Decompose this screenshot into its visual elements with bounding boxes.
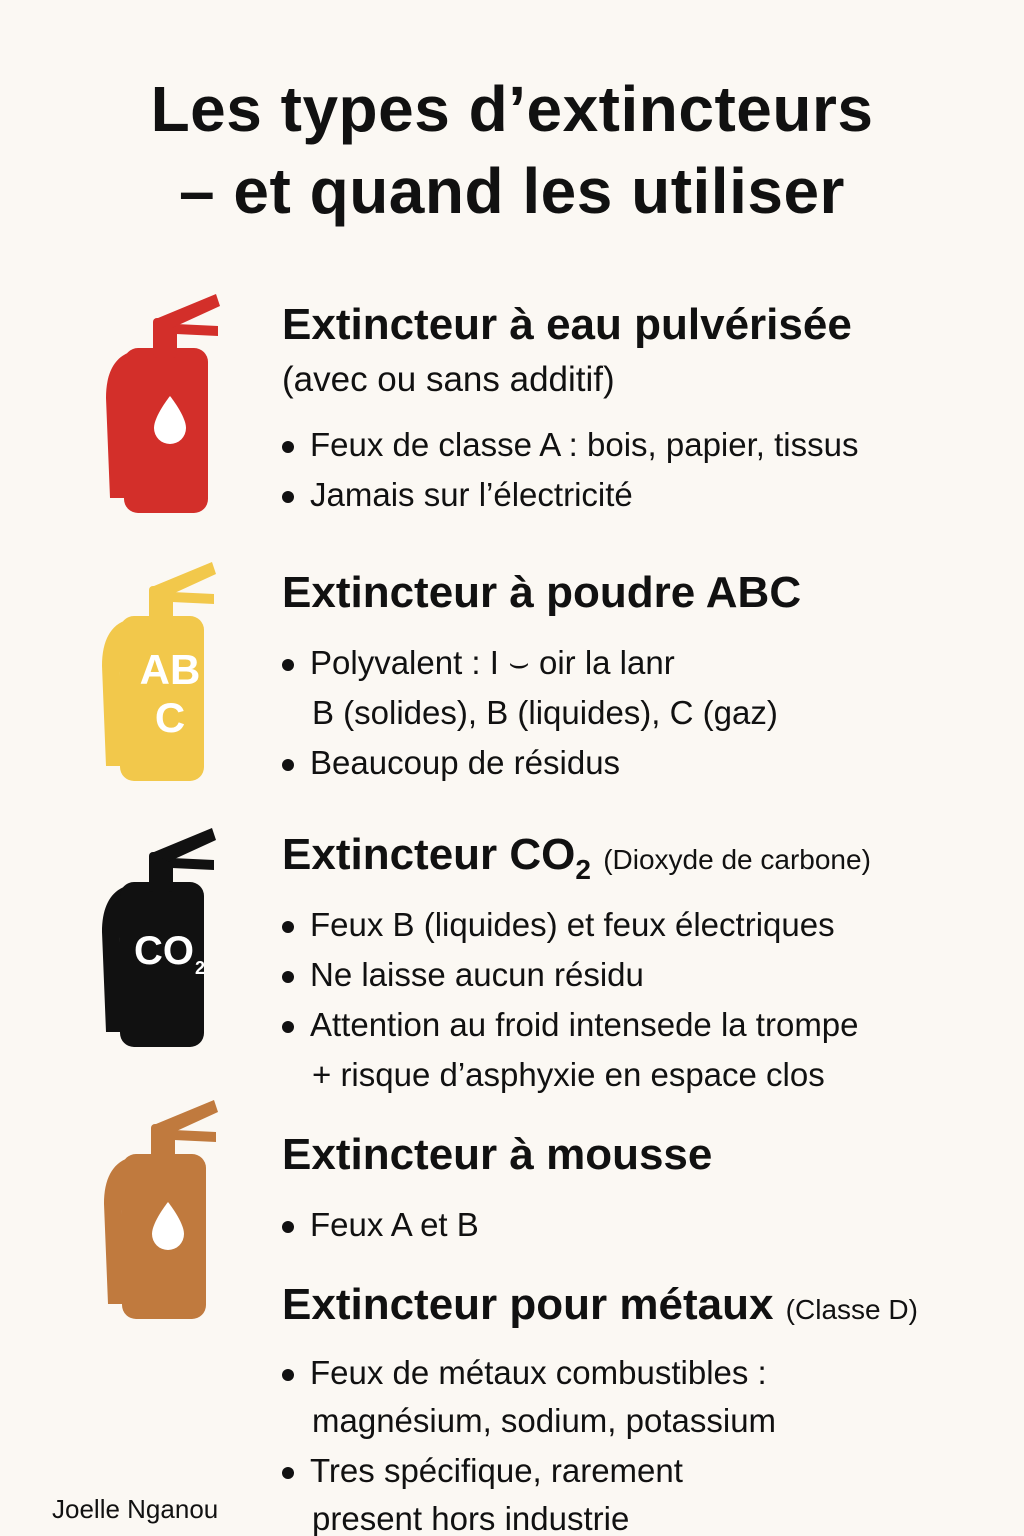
section-subheading-water: (avec ou sans additif) — [282, 360, 615, 399]
bullet: Feux A et B — [282, 1206, 479, 1244]
bullet-continuation: present hors industrie — [312, 1500, 630, 1536]
foam-extinguisher-icon — [96, 1094, 226, 1324]
abc-powder-extinguisher-icon — [94, 556, 224, 786]
bullet: Polyvalent : I ⌣ oir la lanr — [282, 644, 675, 683]
bullet: Feux B (liquides) et feux électriques — [282, 906, 835, 944]
author-credit: Joelle Nganou — [52, 1494, 219, 1524]
section-heading-powder: Extincteur à poudre ABC — [282, 568, 802, 617]
co2-extinguisher-icon — [94, 822, 224, 1052]
bullet: Feux de classe A : bois, papier, tissus — [282, 426, 858, 464]
water-extinguisher-icon — [98, 288, 228, 518]
bullet-continuation: + risque d’asphyxie en espace clos — [312, 1056, 825, 1093]
bullet: Feux de métaux combustibles : — [282, 1354, 767, 1392]
bullet: Beaucoup de résidus — [282, 744, 620, 782]
svg-text:AB: AB — [139, 646, 201, 693]
section-heading-metals: Extincteur pour métaux (Classe D) — [282, 1280, 918, 1329]
svg-text:CO: CO — [134, 929, 194, 973]
section-heading-foam: Extincteur à mousse — [282, 1130, 713, 1179]
bullet: Attention au froid intensede la trompe — [282, 1006, 859, 1044]
bullet: Jamais sur l’électricité — [282, 476, 633, 514]
svg-text:2: 2 — [194, 958, 206, 978]
section-heading-co2: Extincteur $CO_2$ (Dioxyde de carbone) — [282, 830, 871, 885]
page-title — [0, 68, 1024, 232]
svg-text:C: C — [154, 694, 186, 741]
section-heading-water: Extincteur à eau pulvérisée — [282, 300, 852, 349]
title-line-2: – et quand les utiliser — [179, 155, 845, 227]
bullet-continuation: magnésium, sodium, potassium — [312, 1402, 777, 1439]
bullet: Tres spécifique, rarement — [282, 1452, 683, 1490]
title-line-1: Les types d’extincteurs — [150, 73, 874, 145]
bullet: Ne laisse aucun résidu — [282, 956, 644, 994]
bullet-continuation: B (solides), B (liquides), C (gaz) — [312, 694, 778, 731]
